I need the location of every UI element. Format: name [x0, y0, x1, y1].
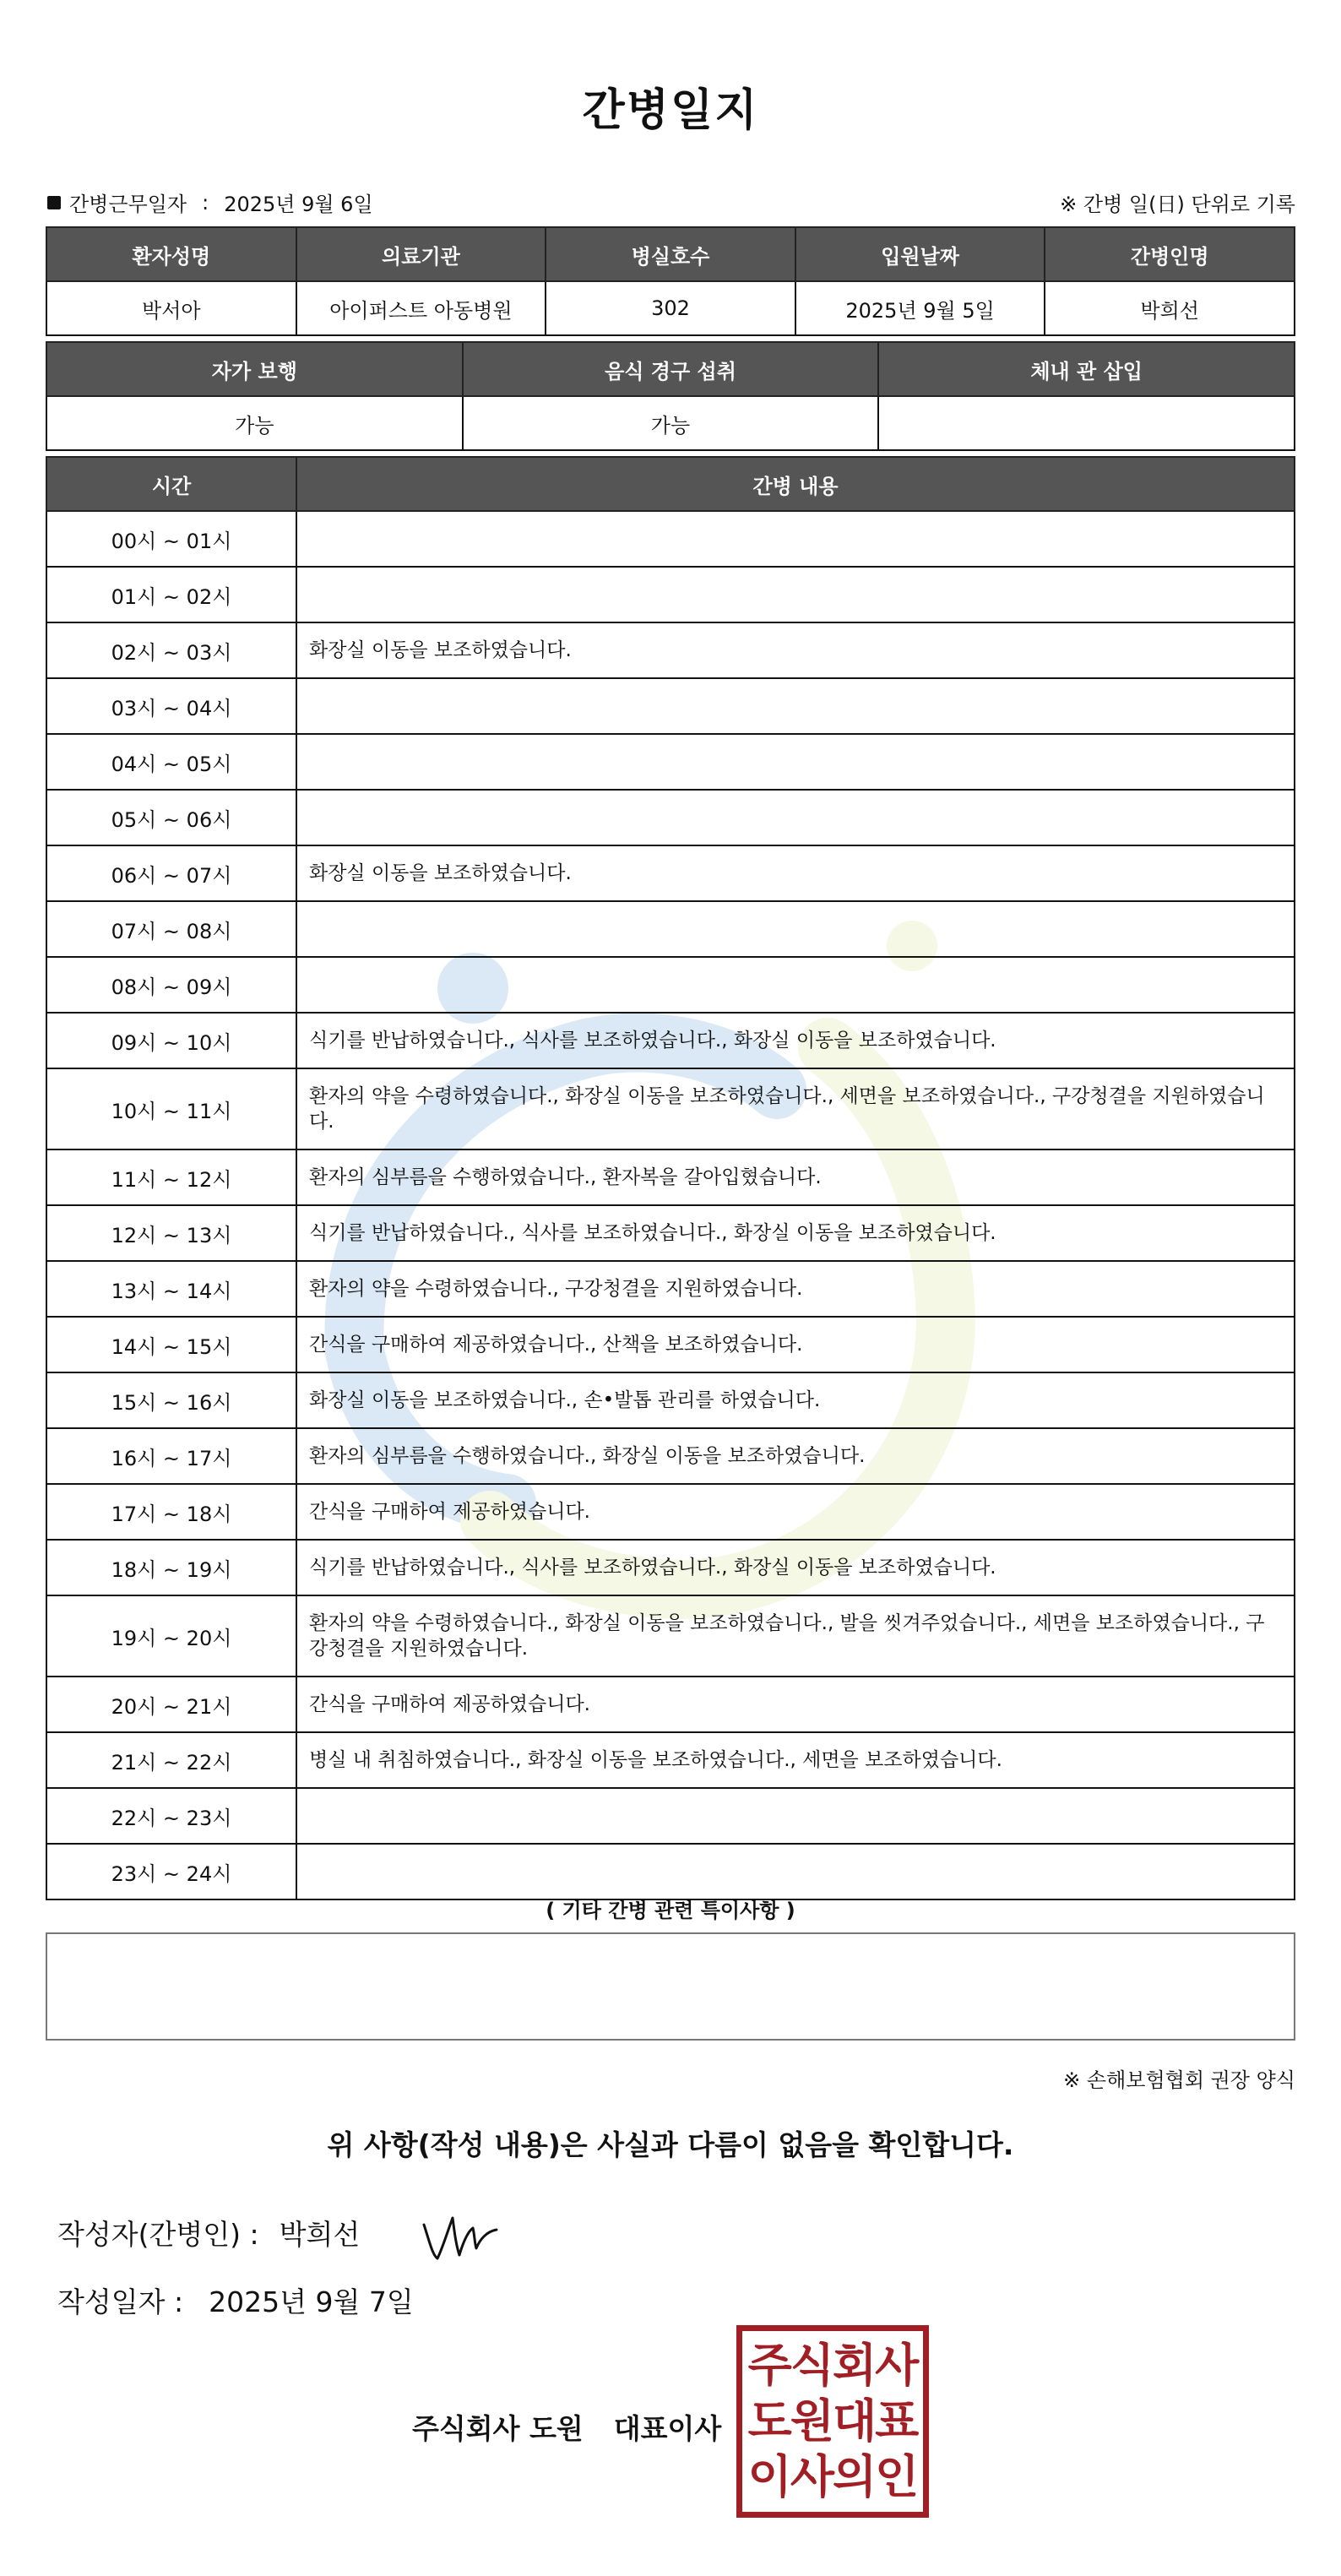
patient-name: 박서아 — [46, 281, 296, 335]
log-time: 02시 ~ 03시 — [46, 622, 296, 678]
log-content — [296, 567, 1295, 622]
company-seal — [736, 2325, 929, 2518]
log-time: 14시 ~ 15시 — [46, 1317, 296, 1372]
date-line — [57, 2280, 414, 2320]
date-value: 2025년 9월 7일 — [209, 2285, 414, 2318]
log-content — [296, 511, 1295, 567]
bullet-square-icon — [47, 196, 61, 209]
date-label: 작성일자 : — [57, 2285, 184, 2318]
log-time: 08시 ~ 09시 — [46, 957, 296, 1013]
log-time: 18시 ~ 19시 — [46, 1540, 296, 1595]
log-time: 23시 ~ 24시 — [46, 1844, 296, 1899]
log-row — [46, 1844, 1295, 1899]
log-row — [46, 1317, 1295, 1372]
log-time: 10시 ~ 11시 — [46, 1068, 296, 1149]
room-number: 302 — [546, 281, 795, 335]
work-date-separator: : — [202, 190, 209, 215]
header-admission-date: 입원날짜 — [795, 227, 1045, 281]
log-row — [46, 845, 1295, 901]
log-row — [46, 567, 1295, 622]
admission-date: 2025년 9월 5일 — [795, 281, 1045, 335]
log-row — [46, 1540, 1295, 1595]
log-row — [46, 957, 1295, 1013]
walking-status: 가능 — [46, 396, 463, 450]
log-row — [46, 1484, 1295, 1540]
log-time: 20시 ~ 21시 — [46, 1677, 296, 1732]
log-content — [296, 1788, 1295, 1844]
company-name: 주식회사 도원 — [412, 2412, 584, 2445]
confirmation-statement: 위 사항(작성 내용)은 사실과 다름이 없음을 확인합니다. — [327, 2128, 1014, 2161]
seal-line: 주식회사 — [747, 2339, 918, 2392]
log-content — [296, 1844, 1295, 1899]
log-time: 19시 ~ 20시 — [46, 1595, 296, 1677]
company-role: 대표이사 — [613, 2412, 722, 2445]
log-content: 식기를 반납하였습니다., 식사를 보조하였습니다., 화장실 이동을 보조하였습니다. — [296, 1013, 1295, 1068]
oral-intake-status: 가능 — [463, 396, 879, 450]
log-time: 17시 ~ 18시 — [46, 1484, 296, 1540]
log-time: 16시 ~ 17시 — [46, 1428, 296, 1484]
signature — [419, 2206, 503, 2267]
record-note: ※ 간병 일(日) 단위로 기록 — [1060, 193, 1295, 216]
log-time: 07시 ~ 08시 — [46, 901, 296, 957]
log-content: 식기를 반납하였습니다., 식사를 보조하였습니다., 화장실 이동을 보조하였습니다. — [296, 1205, 1295, 1261]
company-line — [412, 2407, 721, 2447]
log-time: 12시 ~ 13시 — [46, 1205, 296, 1261]
log-time: 00시 ~ 01시 — [46, 511, 296, 567]
log-content: 환자의 약을 수령하였습니다., 구강청결을 지원하였습니다. — [296, 1261, 1295, 1317]
recommended-form-note: ※ 손해보험협회 권장 양식 — [1063, 2068, 1295, 2092]
log-row — [46, 1013, 1295, 1068]
log-content: 환자의 심부름을 수행하였습니다., 화장실 이동을 보조하였습니다. — [296, 1428, 1295, 1484]
log-time: 04시 ~ 05시 — [46, 734, 296, 790]
log-content — [296, 957, 1295, 1013]
header-caregiver: 간병인명 — [1045, 227, 1295, 281]
log-content: 화장실 이동을 보조하였습니다., 손•발톱 관리를 하였습니다. — [296, 1372, 1295, 1428]
header-hospital: 의료기관 — [296, 227, 546, 281]
patient-info-table — [46, 226, 1295, 336]
care-log-table — [46, 456, 1295, 1900]
log-time: 21시 ~ 22시 — [46, 1732, 296, 1788]
log-content: 간식을 구매하여 제공하였습니다. — [296, 1677, 1295, 1732]
patient-status-table — [46, 341, 1295, 451]
author-name: 박희선 — [279, 2218, 361, 2251]
log-row — [46, 1068, 1295, 1149]
log-row — [46, 1372, 1295, 1428]
caregiver-name: 박희선 — [1045, 281, 1295, 335]
log-row — [46, 1428, 1295, 1484]
log-row — [46, 1595, 1295, 1677]
log-content — [296, 790, 1295, 845]
log-content: 화장실 이동을 보조하였습니다. — [296, 845, 1295, 901]
header-care-content: 간병 내용 — [296, 457, 1295, 511]
header-time: 시간 — [46, 457, 296, 511]
log-content: 환자의 약을 수령하였습니다., 화장실 이동을 보조하였습니다., 발을 씻겨주었습니다., 세면을 보조하였습니다., 구강청결을 지원하였습니다. — [296, 1595, 1295, 1677]
log-content: 환자의 약을 수령하였습니다., 화장실 이동을 보조하였습니다., 세면을 보조하였습니다., 구강청결을 지원하였습니다. — [296, 1068, 1295, 1149]
header-oral-intake: 음식 경구 섭취 — [463, 342, 879, 396]
log-content — [296, 901, 1295, 957]
log-row — [46, 1149, 1295, 1205]
log-time: 13시 ~ 14시 — [46, 1261, 296, 1317]
log-row — [46, 1732, 1295, 1788]
header-room: 병실호수 — [546, 227, 795, 281]
seal-line: 도원대표 — [747, 2394, 918, 2448]
log-time: 01시 ~ 02시 — [46, 567, 296, 622]
log-time: 05시 ~ 06시 — [46, 790, 296, 845]
work-date — [47, 187, 373, 217]
log-content: 화장실 이동을 보조하였습니다. — [296, 622, 1295, 678]
header-tube-insertion: 체내 관 삽입 — [878, 342, 1295, 396]
log-time: 06시 ~ 07시 — [46, 845, 296, 901]
log-time: 03시 ~ 04시 — [46, 678, 296, 734]
log-content: 환자의 심부름을 수행하였습니다., 환자복을 갈아입혔습니다. — [296, 1149, 1295, 1205]
log-row — [46, 622, 1295, 678]
log-row — [46, 678, 1295, 734]
log-row — [46, 734, 1295, 790]
hospital-name: 아이퍼스트 아동병원 — [296, 281, 546, 335]
remarks-title: ( 기타 간병 관련 특이사항 ) — [546, 1899, 795, 1922]
remarks-box — [46, 1932, 1295, 2041]
header-patient-name: 환자성명 — [46, 227, 296, 281]
log-content: 간식을 구매하여 제공하였습니다. — [296, 1484, 1295, 1540]
log-time: 11시 ~ 12시 — [46, 1149, 296, 1205]
author-line — [57, 2213, 360, 2253]
header-walking: 자가 보행 — [46, 342, 463, 396]
log-time: 22시 ~ 23시 — [46, 1788, 296, 1844]
log-row — [46, 790, 1295, 845]
log-content — [296, 678, 1295, 734]
log-row — [46, 1261, 1295, 1317]
author-label: 작성자(간병인) : — [57, 2218, 259, 2251]
work-date-label: 간병근무일자 — [69, 193, 187, 216]
page-title: 간병일지 — [582, 85, 759, 136]
log-time: 09시 ~ 10시 — [46, 1013, 296, 1068]
log-row — [46, 1788, 1295, 1844]
log-row — [46, 1205, 1295, 1261]
tube-insertion-status — [878, 396, 1295, 450]
log-content: 병실 내 취침하였습니다., 화장실 이동을 보조하였습니다., 세면을 보조하였습니다. — [296, 1732, 1295, 1788]
seal-line: 이사의인 — [747, 2450, 918, 2503]
log-time: 15시 ~ 16시 — [46, 1372, 296, 1428]
log-content — [296, 734, 1295, 790]
log-content: 식기를 반납하였습니다., 식사를 보조하였습니다., 화장실 이동을 보조하였습니다. — [296, 1540, 1295, 1595]
work-date-value: 2025년 9월 6일 — [224, 193, 373, 216]
log-row — [46, 511, 1295, 567]
log-content: 간식을 구매하여 제공하였습니다., 산책을 보조하였습니다. — [296, 1317, 1295, 1372]
log-row — [46, 901, 1295, 957]
log-row — [46, 1677, 1295, 1732]
